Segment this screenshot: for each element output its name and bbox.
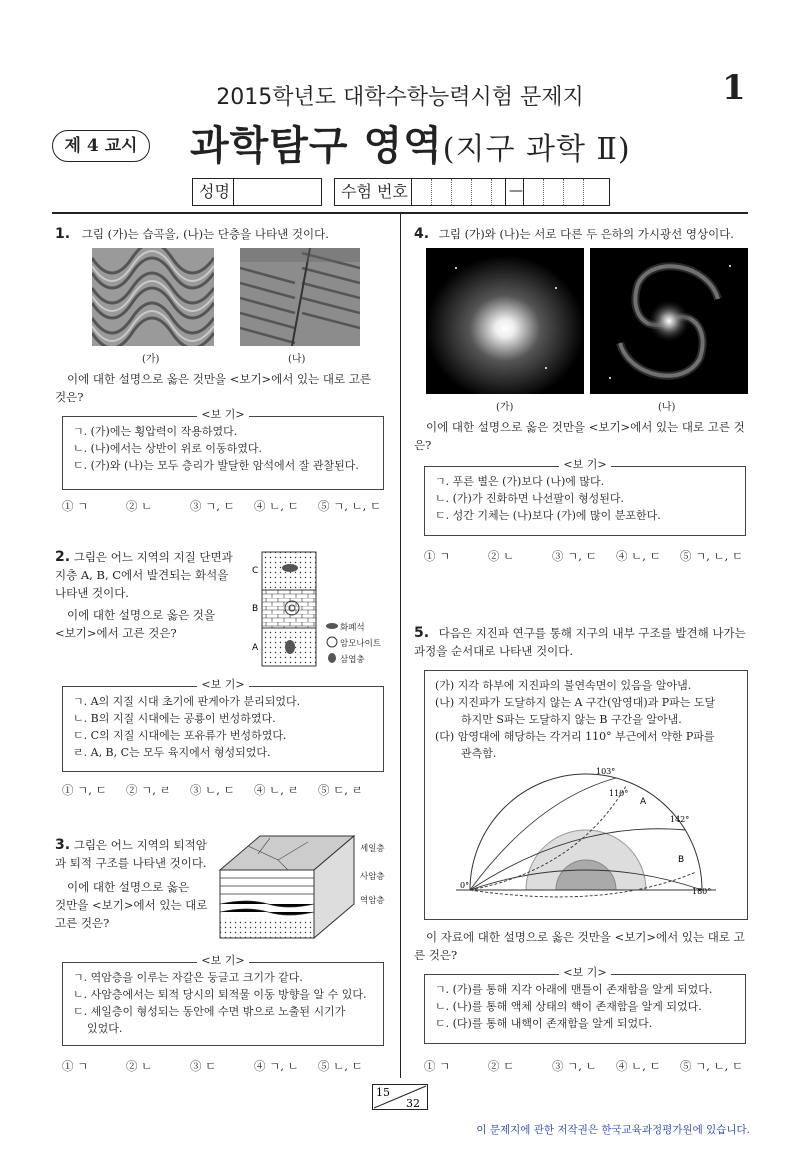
answer-choices bbox=[62, 1058, 382, 1074]
bogi-label: <보 기> bbox=[425, 966, 745, 980]
choice-2[interactable]: ② ㄴ bbox=[126, 1059, 153, 1073]
bogi-item: ㄱ. A의 지질 시대 초기에 판게아가 분리되었다. bbox=[73, 695, 301, 708]
question-prompt: 이에 대한 설명으로 옳은 것만을 <보기>에서 있는 대로 고른 것은? bbox=[414, 420, 745, 452]
choice-4[interactable]: ④ ㄴ, ㄹ bbox=[254, 783, 299, 797]
step-b-cont: 하지만 S파는 도달하지 않는 B 구간을 알아냄. bbox=[461, 713, 682, 726]
choice-1[interactable]: ① ㄱ bbox=[424, 549, 451, 563]
bogi-box bbox=[62, 408, 384, 490]
step-c-cont: 관측함. bbox=[461, 747, 497, 760]
question-prompt: 것만을 <보기>에서 있는 대로 bbox=[55, 898, 208, 912]
layer-c-label: C bbox=[252, 566, 259, 576]
answer-choices bbox=[62, 498, 382, 514]
legend-shale: 셰일층 bbox=[360, 844, 385, 854]
question-prompt: <보기>에서 고른 것은? bbox=[55, 626, 177, 640]
subject-name: 과학탐구 영역 bbox=[190, 122, 443, 169]
layer-a-label: A bbox=[252, 643, 259, 653]
choice-1[interactable]: ① ㄱ bbox=[62, 499, 89, 513]
choice-3[interactable]: ③ ㄷ bbox=[190, 1059, 217, 1073]
step-a: (가) 지각 하부에 지진파의 불연속면이 있음을 알아냄. bbox=[435, 679, 692, 692]
legend-sandstone: 사암층 bbox=[360, 872, 385, 882]
choice-5[interactable]: ⑤ ㄴ, ㄷ bbox=[318, 1059, 363, 1073]
answer-choices bbox=[62, 782, 382, 798]
bogi-item: ㄷ. 성간 기체는 (나)보다 (가)에 많이 분포한다. bbox=[435, 509, 661, 522]
question-1 bbox=[55, 225, 395, 243]
bogi-item: ㄴ. (나)에서는 상반이 위로 이동하였다. bbox=[73, 442, 262, 455]
angle-110: 110° bbox=[609, 789, 629, 798]
bogi-item: ㄱ. (가)를 통해 지각 아래에 맨틀이 존재함을 알게 되었다. bbox=[435, 983, 713, 996]
exam-number-box: 수험 번호 — bbox=[334, 178, 610, 206]
question-prompt: 이에 대한 설명으로 옳은 것을 bbox=[67, 608, 215, 622]
elliptical-galaxy-photo bbox=[426, 248, 584, 394]
question-prompt: 고른 것은? bbox=[55, 916, 110, 930]
exam-number-field[interactable] bbox=[411, 179, 412, 205]
question-number: 5. bbox=[414, 625, 430, 641]
caption-b: (나) bbox=[288, 354, 306, 365]
choice-5[interactable]: ⑤ ㄱ, ㄴ, ㄷ bbox=[680, 549, 744, 563]
question-3 bbox=[55, 836, 220, 932]
zone-b-label: B bbox=[678, 855, 685, 865]
choice-1[interactable]: ① ㄱ bbox=[424, 1059, 451, 1073]
caption-a: (가) bbox=[142, 354, 160, 365]
legend-ammonite: 암모나이트 bbox=[340, 639, 382, 649]
choice-3[interactable]: ③ ㄱ, ㄷ bbox=[552, 549, 597, 563]
bogi-label: <보 기> bbox=[63, 678, 383, 692]
bogi-item: ㄱ. 역암층을 이루는 자갈은 둥글고 크기가 같다. bbox=[73, 971, 303, 984]
bogi-box bbox=[62, 678, 384, 772]
choice-5[interactable]: ⑤ ㄷ, ㄹ bbox=[318, 783, 363, 797]
choice-4[interactable]: ④ ㄱ, ㄴ bbox=[254, 1059, 299, 1073]
bogi-item: ㄱ. 푸른 별은 (가)보다 (나)에 많다. bbox=[435, 475, 605, 488]
question-number: 2. bbox=[55, 549, 71, 565]
column-divider bbox=[400, 214, 401, 1078]
caption-b: (나) bbox=[658, 402, 676, 413]
question-text: 그림은 어느 지역의 지질 단면과 bbox=[73, 550, 233, 564]
question-prompt: 이에 대한 설명으로 옳은 bbox=[67, 880, 190, 894]
question-2 bbox=[55, 548, 255, 642]
subject-title bbox=[190, 114, 631, 171]
bogi-item: ㄱ. (가)에는 횡압력이 작용하였다. bbox=[73, 425, 238, 438]
name-field[interactable] bbox=[233, 179, 234, 205]
step-c: (다) 암영대에 해당하는 각거리 110° 부근에서 약한 P파를 bbox=[435, 730, 715, 743]
bogi-item: ㄴ. B의 지질 시대에는 공룡이 번성하였다. bbox=[73, 712, 276, 725]
angle-142: 142° bbox=[670, 815, 690, 824]
choice-2[interactable]: ② ㄴ bbox=[488, 549, 515, 563]
page-total: 32 bbox=[406, 1097, 420, 1110]
bogi-item: ㄷ. (가)와 (나)는 모두 층리가 발달한 암석에서 잘 관찰된다. bbox=[73, 459, 359, 472]
question-text: 그림 (가)와 (나)는 서로 다른 두 은하의 가시광선 영상이다. bbox=[438, 227, 734, 241]
bogi-item: ㄴ. (나)를 통해 액체 상태의 핵이 존재함을 알게 되었다. bbox=[435, 1000, 702, 1013]
geologic-section bbox=[248, 550, 398, 670]
bogi-box bbox=[62, 954, 384, 1046]
choice-4[interactable]: ④ ㄴ, ㄷ bbox=[616, 549, 661, 563]
bogi-box bbox=[424, 966, 746, 1044]
name-box bbox=[192, 178, 322, 206]
bogi-item: ㄴ. (가)가 진화하면 나선팔이 형성된다. bbox=[435, 492, 624, 505]
answer-choices bbox=[424, 1058, 744, 1074]
choice-2[interactable]: ② ㄷ bbox=[488, 1059, 515, 1073]
question-number: 1. bbox=[55, 226, 71, 242]
bogi-box bbox=[424, 458, 746, 536]
bogi-item: ㄷ. (다)를 통해 내핵이 존재함을 알게 되었다. bbox=[435, 1017, 653, 1030]
question-5 bbox=[414, 624, 750, 660]
angle-0: 0° bbox=[460, 881, 470, 890]
legend-conglomerate: 역암층 bbox=[360, 896, 385, 906]
bogi-item: ㄷ. 셰일층이 형성되는 동안에 수면 밖으로 노출된 시기가 bbox=[73, 1005, 346, 1018]
choice-4[interactable]: ④ ㄴ, ㄷ bbox=[616, 1059, 661, 1073]
layer-b-label: B bbox=[252, 604, 259, 614]
choice-5[interactable]: ⑤ ㄱ, ㄴ, ㄷ bbox=[680, 1059, 744, 1073]
question-text: 그림은 어느 지역의 퇴적암 bbox=[73, 838, 207, 852]
bogi-label: <보 기> bbox=[425, 458, 745, 472]
question-4 bbox=[414, 225, 754, 243]
page-number: 1 bbox=[722, 68, 746, 108]
subject-subname: (지구 과학 Ⅱ) bbox=[442, 132, 631, 167]
choice-1[interactable]: ① ㄱ bbox=[62, 1059, 89, 1073]
period-badge: 제 4 교시 bbox=[52, 130, 150, 162]
question-text: 지층 A, B, C에서 발견되는 화석을 bbox=[55, 568, 229, 582]
choice-2[interactable]: ② ㄴ bbox=[126, 499, 153, 513]
step-b: (나) 지진파가 도달하지 않는 A 구간(암영대)과 P파는 도달 bbox=[435, 696, 716, 709]
angle-180: 180° bbox=[692, 887, 712, 896]
choice-2[interactable]: ② ㄱ, ㄹ bbox=[126, 783, 171, 797]
page-indicator bbox=[372, 1084, 428, 1110]
choice-1[interactable]: ① ㄱ, ㄷ bbox=[62, 783, 107, 797]
bogi-item: ㄴ. 사암층에서는 퇴적 당시의 퇴적물 이동 방향을 알 수 있다. bbox=[73, 988, 367, 1001]
question-number: 4. bbox=[414, 226, 430, 242]
answer-choices bbox=[424, 548, 744, 564]
bogi-item: ㄷ. C의 지질 시대에는 포유류가 번성하였다. bbox=[73, 729, 287, 742]
choice-4[interactable]: ④ ㄴ, ㄷ bbox=[254, 499, 299, 513]
bogi-item: 있었다. bbox=[87, 1022, 123, 1035]
exam-title: 2015학년도 대학수학능력시험 문제지 bbox=[216, 85, 584, 110]
caption-a: (가) bbox=[496, 402, 514, 413]
zone-a-label: A bbox=[640, 797, 647, 807]
bogi-item: ㄹ. A, B, C는 모두 육지에서 형성되었다. bbox=[73, 746, 271, 759]
choice-3[interactable]: ③ ㄱ, ㄴ bbox=[552, 1059, 597, 1073]
angle-103: 103° bbox=[596, 767, 616, 776]
question-prompt: 이에 대한 설명으로 옳은 것만을 <보기>에서 있는 대로 고른 것은? bbox=[55, 372, 372, 404]
question-text: 다음은 지진파 연구를 통해 지구의 내부 구조를 발견해 나가는 과정을 순서대로 나타낸 것이다. bbox=[414, 626, 746, 658]
sedimentary-block bbox=[218, 830, 358, 940]
question-number: 3. bbox=[55, 837, 71, 853]
copyright-notice: 이 문제지에 관한 저작권은 한국교육과정평가원에 있습니다. bbox=[476, 1124, 750, 1136]
legend-nummulite: 화폐석 bbox=[340, 623, 365, 633]
choice-3[interactable]: ③ ㄱ, ㄷ bbox=[190, 499, 235, 513]
fault-photo bbox=[240, 248, 360, 346]
question-text: 나타낸 것이다. bbox=[55, 586, 129, 600]
choice-5[interactable]: ⑤ ㄱ, ㄴ, ㄷ bbox=[318, 499, 382, 513]
name-label: 성명 bbox=[199, 182, 230, 201]
fold-photo bbox=[92, 248, 214, 346]
spiral-galaxy-photo bbox=[590, 248, 748, 394]
question-text: 그림 (가)는 습곡을, (나)는 단층을 나타낸 것이다. bbox=[81, 227, 329, 241]
bogi-label: <보 기> bbox=[63, 954, 383, 968]
question-text: 과 퇴적 구조를 나타낸 것이다. bbox=[55, 856, 207, 870]
legend-trilobite: 삼엽충 bbox=[340, 655, 365, 665]
question-prompt: 이 자료에 대한 설명으로 옳은 것만을 <보기>에서 있는 대로 고른 것은? bbox=[414, 930, 745, 962]
bogi-label: <보 기> bbox=[63, 408, 383, 422]
choice-3[interactable]: ③ ㄴ, ㄷ bbox=[190, 783, 235, 797]
seismic-wave-diagram bbox=[426, 760, 746, 916]
exam-number-label: 수험 번호 bbox=[341, 182, 408, 201]
page-current: 15 bbox=[376, 1086, 390, 1099]
